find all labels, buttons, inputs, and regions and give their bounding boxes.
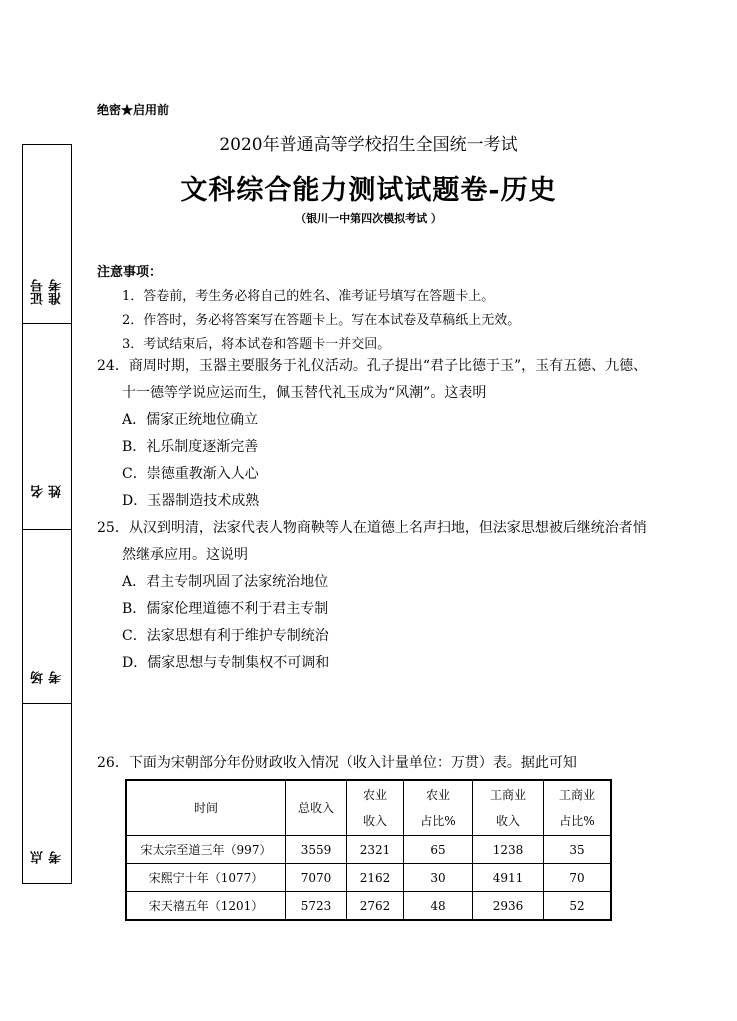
table-cell: 7070 — [286, 864, 347, 892]
question-24-option-c: C．崇德重教渐入人心 — [122, 466, 259, 482]
exam-title: 2020年普通高等学校招生全国统一考试 — [219, 135, 518, 155]
table-row — [126, 836, 611, 864]
table-cell: 2936 — [473, 892, 544, 921]
table-cell: 52 — [544, 892, 612, 921]
col-header-agri-income: 农业 收入 — [347, 780, 404, 836]
table-cell: 4911 — [473, 864, 544, 892]
notice-item: 2．作答时，务必将答案写在答题卡上。写在本试卷及草稿纸上无效。 — [122, 313, 521, 328]
notice-item: 1．答卷前，考生务必将自己的姓名、准考证号填写在答题卡上。 — [122, 289, 495, 304]
question-25-stem: 25．从汉到明清，法家代表人物商鞅等人在道德上名声扫地，但法家思想被后继统治者悄 — [97, 520, 647, 536]
col-header-total: 总收入 — [286, 780, 347, 836]
question-24-option-b: B．礼乐制度逐渐完善 — [122, 439, 259, 455]
table-cell: 宋熙宁十年（1077） — [126, 864, 286, 892]
table-header-row — [126, 780, 611, 836]
binding-strip — [22, 144, 72, 884]
strip-label-room: 场 考 — [30, 671, 64, 684]
table-cell: 3559 — [286, 836, 347, 864]
table-cell: 70 — [544, 864, 612, 892]
col-header-commerce-income: 工商业 收入 — [473, 780, 544, 836]
notice-heading: 注意事项： — [97, 265, 163, 280]
question-25-option-b: B．儒家伦理道德不利于君主专制 — [122, 601, 329, 617]
question-25-option-d: D．儒家思想与专制集权不可调和 — [122, 655, 330, 671]
table-cell: 1238 — [473, 836, 544, 864]
table-row — [126, 892, 611, 921]
confidential-mark: 绝密★启用前 — [97, 103, 170, 117]
table-cell: 5723 — [286, 892, 347, 921]
question-25-option-c: C．法家思想有利于维护专制统治 — [122, 628, 329, 644]
revenue-table — [125, 779, 612, 921]
table-cell: 2762 — [347, 892, 404, 921]
col-header-time: 时间 — [126, 780, 286, 836]
strip-label-exam-no: 证号 准考 — [30, 279, 64, 305]
table-cell: 35 — [544, 836, 612, 864]
table-cell: 2162 — [347, 864, 404, 892]
table-cell: 48 — [404, 892, 473, 921]
table-cell: 2321 — [347, 836, 404, 864]
question-26-stem: 26．下面为宋朝部分年份财政收入情况（收入计量单位：万贯）表。据此可知 — [97, 755, 577, 771]
table-cell: 宋天禧五年（1201） — [126, 892, 286, 921]
question-24-stem-cont: 十一德等学说应运而生，佩玉替代礼玉成为“风潮”。这表明 — [122, 385, 487, 401]
strip-divider — [23, 323, 71, 324]
question-24-option-d: D．玉器制造技术成熟 — [122, 493, 260, 509]
table-cell: 30 — [404, 864, 473, 892]
col-header-commerce-share: 工商业 占比% — [544, 780, 612, 836]
strip-divider — [23, 529, 71, 530]
notice-item: 3．考试结束后，将本试卷和答题卡一并交回。 — [122, 337, 391, 352]
question-25-option-a: A．君主专制巩固了法家统治地位 — [122, 574, 329, 590]
question-24-option-a: A．儒家正统地位确立 — [122, 412, 259, 428]
col-header-agri-share: 农业 占比% — [404, 780, 473, 836]
table-cell: 宋太宗至道三年（997） — [126, 836, 286, 864]
question-24-stem: 24．商周时期，玉器主要服务于礼仪活动。孔子提出“君子比德于玉”，玉有五德、九德、 — [97, 358, 648, 374]
table-row — [126, 864, 611, 892]
strip-label-name: 名 姓 — [30, 485, 64, 498]
strip-label-site: 点 考 — [30, 851, 64, 864]
strip-divider — [23, 703, 71, 704]
paper-title: 文科综合能力测试试题卷-历史 — [180, 175, 557, 206]
paper-subtitle: （银川一中第四次模拟考试 ） — [295, 212, 442, 225]
question-25-stem-cont: 然继承应用。这说明 — [122, 547, 248, 563]
table-cell: 65 — [404, 836, 473, 864]
